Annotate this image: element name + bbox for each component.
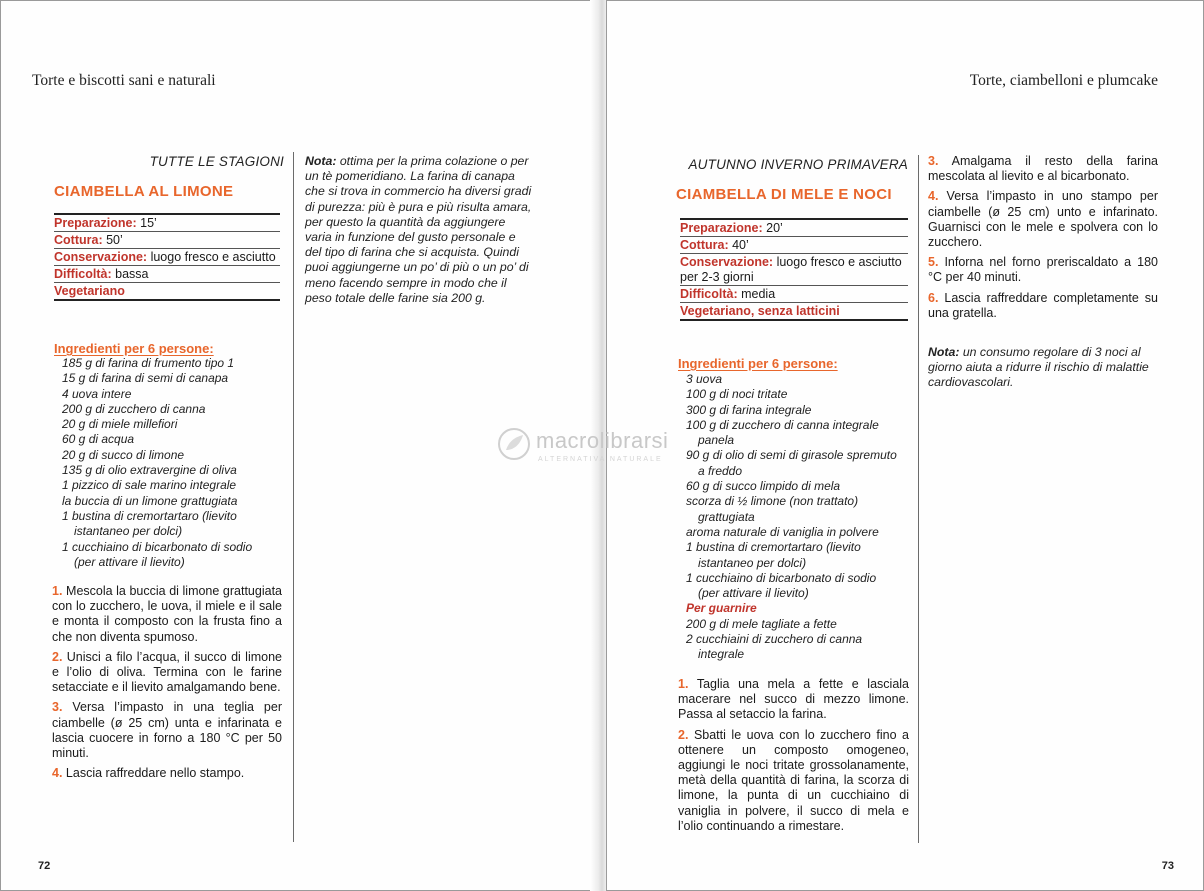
info-label: Difficoltà: — [54, 267, 112, 281]
ingredient-item: 2 cucchiaini di zucchero di canna — [686, 632, 863, 647]
info-label: Conservazione: — [54, 250, 148, 264]
step-number: 1. — [678, 677, 689, 691]
ingredient-item: 135 g di olio extravergine di oliva — [62, 463, 237, 478]
recipe-step — [928, 255, 1158, 285]
recipe-step — [928, 291, 1158, 321]
info-row — [680, 303, 908, 321]
info-label: Conservazione: — [680, 255, 774, 269]
recipe-step — [678, 677, 909, 723]
step-text: Lascia raffreddare nello stampo. — [62, 766, 245, 781]
step-number: 3. — [928, 154, 939, 168]
right-info-box — [680, 218, 908, 321]
step-number: 3. — [52, 700, 63, 715]
ingredient-item: (per attivare il lievito) — [698, 586, 809, 601]
watermark-text: macrolibrarsi — [536, 428, 669, 453]
recipe-step — [52, 700, 282, 761]
info-label: Difficoltà: — [680, 287, 738, 301]
ingredient-item: grattugiata — [698, 509, 755, 524]
ingredient-item: panela — [698, 433, 735, 448]
recipe-step — [52, 584, 282, 645]
ingredient-item: 200 g di mele tagliate a fette — [686, 616, 837, 631]
info-value: bassa — [111, 267, 149, 281]
step-number: 4. — [52, 766, 63, 781]
ingredient-item: scorza di ½ limone (non trattato) — [686, 494, 859, 509]
ingredient-item: 100 g di noci tritate — [686, 387, 788, 402]
step-number: 5. — [928, 255, 939, 270]
ingredient-item: a freddo — [698, 463, 743, 478]
info-row — [680, 220, 908, 237]
recipe-step — [928, 154, 1158, 184]
step-number: 2. — [678, 727, 689, 742]
info-row — [54, 232, 280, 249]
ingredient-item: 20 g di succo di limone — [62, 447, 185, 462]
right-info-rows — [680, 220, 908, 321]
left-recipe-title: CIAMBELLA AL LIMONE — [54, 183, 234, 200]
recipe-step — [678, 728, 909, 834]
ingredient-item: 1 pizzico di sale marino integrale — [62, 478, 237, 493]
step-text: Taglia una mela a fette e lasciala macerare nel succo di mezzo limone. Passa al setaccio la farina. — [678, 677, 909, 722]
step-text: Mescola la buccia di limone grattugiata con lo zucchero, le uova, il miele e il sale e monta il composto con la frusta fino a che non diventa spumoso. — [52, 584, 282, 644]
ingredient-item: aroma naturale di vaniglia in polvere — [686, 524, 879, 539]
step-text: Amalgama il resto della farina mescolata al lievito e al bicarbonato. — [928, 154, 1158, 184]
left-info-box — [54, 213, 280, 301]
ingredient-item: 185 g di farina di frumento tipo 1 — [62, 356, 235, 370]
ingredient-item: (per attivare il lievito) — [74, 554, 185, 569]
info-value: 50’ — [102, 233, 123, 247]
left-column-divider — [293, 152, 294, 842]
right-season-label: AUTUNNO INVERNO PRIMAVERA — [688, 157, 908, 172]
ingredient-item: 1 cucchiaino di bicarbonato di sodio — [686, 570, 877, 585]
right-recipe-title: CIAMBELLA DI MELE E NOCI — [676, 186, 892, 203]
right-ingredients-heading: Ingredienti per 6 persone: — [678, 356, 838, 371]
right-running-head: Torte, ciambelloni e plumcake — [969, 72, 1158, 89]
watermark-tagline: ALTERNATIVA NATURALE — [538, 456, 663, 463]
info-row — [54, 266, 280, 283]
info-label: Cottura: — [54, 233, 103, 247]
ingredient-item: 1 bustina di cremortartaro (lievito — [62, 508, 237, 523]
ingredient-item: istantaneo per dolci) — [698, 555, 807, 570]
info-row — [54, 215, 280, 232]
right-note — [928, 345, 1158, 391]
info-value: 20’ — [762, 221, 783, 235]
info-row — [680, 237, 908, 254]
right-note-label: Nota: — [928, 345, 960, 359]
ingredient-item: 3 uova — [686, 372, 723, 386]
right-ingredients-list — [686, 372, 897, 663]
left-note-label: Nota: — [305, 154, 337, 168]
ingredient-item: 90 g di olio di semi di girasole spremuto — [686, 448, 897, 463]
info-row — [680, 286, 908, 303]
ingredient-item: 60 g di acqua — [62, 432, 135, 447]
ingredient-item: 4 uova intere — [62, 386, 132, 401]
ingredient-item: 200 g di zucchero di canna — [62, 401, 206, 416]
info-row — [54, 249, 280, 266]
ingredient-item: la buccia di un limone grattugiata — [62, 493, 238, 508]
left-note-text: ottima per la prima colazione o per un tè pomeridiano. La farina di canapa che si trova in commercio ha diversi gradi di purezza: più è pura e più risulta amara, per questo la quantità da aggiungere varia in funzione del gusto personale e del tipo di farina che si acquista. Quindi puoi aggiungerne un po’ di più o un po’ di meno facendo sempre in modo che il peso totale delle farine sia 200 g. — [305, 154, 532, 305]
info-row — [54, 283, 280, 301]
ingredient-item: 60 g di succo limpido di mela — [686, 479, 841, 494]
step-text: Sbatti le uova con lo zucchero fino a ottenere un composto omogeneo, aggiungi le noci tritate grossolanamente, metà della quantità di farina, la scorza di limone, la punta di un cucchiaino di vaniglia in polvere, il succo di mela e l’olio continuando a rimestare. — [678, 727, 909, 833]
step-number: 4. — [928, 189, 939, 204]
left-page-number: 72 — [38, 860, 51, 872]
left-info-rows — [54, 215, 280, 301]
left-page — [0, 0, 598, 891]
right-column-divider — [918, 155, 919, 843]
left-season-label: TUTTE LE STAGIONI — [149, 154, 284, 169]
garnish-heading: Per guarnire — [686, 601, 757, 616]
info-value: luogo fresco e asciutto per 2-3 giorni — [680, 255, 902, 284]
right-page — [606, 0, 1204, 891]
info-label: Preparazione: — [54, 216, 137, 230]
step-text: Lascia raffreddare completamente su una gratella. — [928, 290, 1158, 320]
right-note-text: un consumo regolare di 3 noci al giorno aiuta a ridurre il rischio di malattie cardiovascolari. — [928, 345, 1149, 390]
step-number: 2. — [52, 649, 63, 664]
recipe-step — [928, 189, 1158, 250]
left-steps — [52, 584, 282, 786]
left-ingredients-heading: Ingredienti per 6 persone: — [54, 341, 214, 356]
step-text: Inforna nel forno preriscaldato a 180 °C per 40 minuti. — [928, 255, 1158, 285]
step-number: 6. — [928, 290, 939, 305]
info-value: 40’ — [728, 238, 749, 252]
step-text: Unisci a filo l’acqua, il succo di limone e l’olio di oliva. Termina con le farine setacciate e il lievito amalgamando bene. — [52, 649, 282, 695]
info-value: luogo fresco e asciutto — [147, 250, 276, 264]
info-value: 15’ — [136, 216, 157, 230]
left-note — [305, 154, 535, 306]
ingredient-item: 100 g di zucchero di canna integrale — [686, 417, 879, 432]
left-running-head: Torte e biscotti sani e naturali — [32, 72, 216, 89]
right-steps-left-column — [678, 677, 909, 839]
step-text: Versa l’impasto in una teglia per ciambelle (ø 25 cm) unta e infarinata e lascia cuocere in forno a 180 °C per 50 minuti. — [52, 700, 282, 761]
recipe-step — [52, 650, 282, 696]
ingredient-item: 300 g di farina integrale — [686, 402, 812, 417]
step-text: Versa l’impasto in uno stampo per ciambelle (ø 25 cm) unto e infarinato. Guarnisci con le mele e spolvera con lo zucchero. — [928, 189, 1158, 250]
right-page-number: 73 — [1161, 860, 1174, 872]
left-ingredients-list — [62, 356, 252, 570]
ingredient-item: 20 g di miele millefiori — [62, 417, 178, 432]
ingredient-item: istantaneo per dolci) — [74, 524, 183, 539]
ingredient-item: 1 bustina di cremortartaro (lievito — [686, 540, 861, 555]
step-number: 1. — [52, 584, 63, 598]
info-row — [680, 254, 908, 286]
info-label: Vegetariano — [54, 284, 125, 298]
recipe-step — [52, 766, 282, 781]
info-value: media — [737, 287, 776, 301]
ingredient-item: integrale — [698, 647, 745, 662]
ingredient-item: 1 cucchiaino di bicarbonato di sodio — [62, 539, 253, 554]
ingredient-item: 15 g di farina di semi di canapa — [62, 371, 229, 386]
info-label: Preparazione: — [680, 221, 763, 235]
info-label: Vegetariano, senza latticini — [680, 304, 840, 318]
right-steps-right-column — [928, 154, 1158, 326]
info-label: Cottura: — [680, 238, 729, 252]
